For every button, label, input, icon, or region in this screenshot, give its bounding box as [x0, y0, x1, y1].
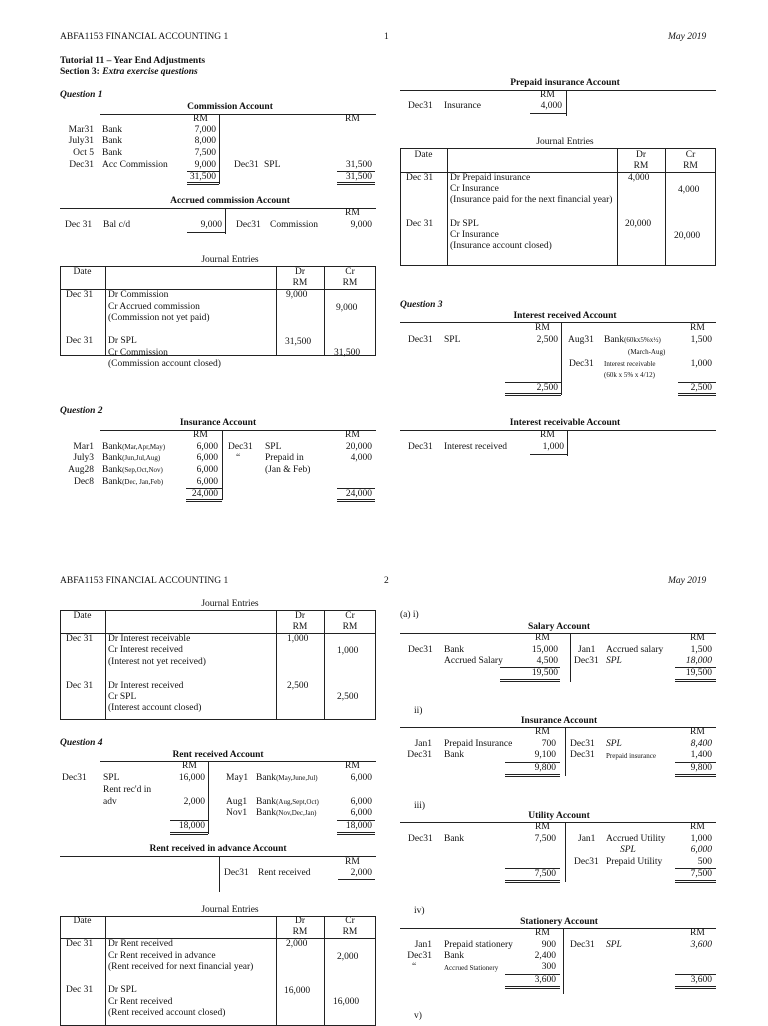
journal-cr: 4,000: [678, 185, 700, 195]
section-label: Section 3:: [60, 67, 100, 77]
entry-desc: SPL: [444, 335, 461, 345]
t-account-title: Commission Account: [187, 102, 273, 112]
entry-desc: Bank(May,June,Jul): [256, 773, 318, 783]
col-cr-header: Cr: [345, 916, 355, 926]
entry-amount: 1,400: [690, 750, 712, 760]
rm-label: RM: [193, 430, 208, 440]
journal-date: Dec 31: [66, 336, 94, 346]
entry-note: (March-Aug): [628, 348, 666, 356]
entry-date: Dec31: [570, 750, 595, 760]
col-rm-header: RM: [292, 622, 308, 632]
col-dr-header: Dr: [294, 916, 306, 926]
entry-amount: 6,000: [196, 442, 218, 452]
entry-date: Dec31: [570, 739, 595, 749]
entry-amount: 4,000: [540, 101, 562, 111]
total-amount: 2,500: [690, 383, 712, 393]
entry-amount: 2,000: [183, 797, 205, 807]
part-iv-label: iv): [414, 906, 425, 916]
total-amount: 9,800: [690, 763, 712, 773]
entry-desc: SPL: [265, 442, 282, 452]
journal-line: Dr Rent received: [108, 939, 173, 949]
col-date-header: Date: [73, 611, 92, 621]
col-rm-header: RM: [292, 927, 308, 937]
entry-amount: 6,000: [690, 845, 712, 855]
journal-line: (Interest not yet received): [108, 657, 206, 667]
rm-label: RM: [535, 727, 550, 737]
entry-date: Dec 31: [65, 220, 93, 230]
entry-amount: 1,500: [690, 645, 712, 655]
entry-desc: Prepaid insurance: [606, 752, 656, 760]
col-date-header: Date: [73, 267, 92, 277]
col-dr-header: Dr: [294, 611, 306, 621]
col-cr-header: Cr: [685, 150, 696, 160]
col-date-header: Date: [73, 916, 92, 926]
journal-cr: 2,000: [337, 952, 359, 962]
entry-desc: Accrued salary: [606, 645, 664, 655]
entry-date: Dec31: [408, 335, 433, 345]
rm-label: RM: [690, 323, 705, 333]
entry-date: Dec31: [62, 773, 87, 783]
entry-desc: Bank(Nov,Dec,Jan): [256, 808, 317, 818]
entry-date: Dec31: [408, 442, 433, 452]
entry-amount: 1,000: [542, 442, 564, 452]
total-amount: 18,000: [345, 821, 372, 831]
page-number: 1: [384, 32, 389, 42]
journal-line: Dr Interest receivable: [108, 634, 191, 644]
entry-desc: Bank(Dec, Jan,Feb): [102, 477, 164, 487]
col-date-header: Date: [414, 150, 433, 160]
journal-line: Cr Insurance: [450, 184, 499, 194]
entry-desc: SPL: [103, 773, 120, 783]
entry-date: Jan1: [414, 739, 432, 749]
journal-dr: 31,500: [285, 337, 312, 347]
section-subtitle: Extra exercise questions: [102, 67, 198, 77]
entry-amount: 300: [541, 962, 556, 972]
t-account-title: Insurance Account: [520, 716, 598, 726]
journal-title: Journal Entries: [201, 905, 259, 915]
journal-date: Dec 31: [406, 219, 434, 229]
rm-label: RM: [535, 633, 550, 643]
entry-desc: Accrued Utility: [606, 834, 666, 844]
rm-label: RM: [182, 761, 197, 771]
rm-label: RM: [540, 430, 555, 440]
journal-cr: 2,500: [337, 692, 359, 702]
entry-date: Jan1: [414, 940, 432, 950]
entry-desc: Bank(Mar,Apr,May): [102, 442, 166, 452]
rm-label: RM: [690, 633, 705, 643]
rm-label: RM: [690, 822, 705, 832]
entry-desc: adv: [103, 797, 117, 807]
journal-line: (Insurance account closed): [450, 241, 552, 251]
rm-label: RM: [345, 208, 360, 218]
entry-desc: Bank(Sep,Oct,Nov): [102, 465, 163, 475]
t-account-title: Rent received in advance Account: [149, 844, 287, 854]
question-2-heading: Question 2: [60, 406, 103, 416]
entry-note: (60k x 5% x 4/12): [604, 371, 655, 379]
entry-desc: Accrued Salary: [444, 656, 503, 666]
col-cr-header: Cr: [345, 267, 355, 277]
header-date: May 2019: [668, 576, 707, 586]
entry-desc: Rent rec'd in: [103, 785, 152, 795]
entry-date: Jan1: [578, 834, 596, 844]
journal-dr: 16,000: [284, 986, 311, 996]
journal-title: Journal Entries: [201, 255, 259, 265]
rm-label: RM: [535, 323, 550, 333]
entry-amount: 8,400: [690, 739, 712, 749]
col-rm-header: RM: [342, 278, 358, 288]
entry-desc: Bal c/d: [103, 220, 131, 230]
total-amount: 9,800: [534, 763, 556, 773]
entry-date: Mar1: [73, 442, 94, 452]
journal-date: Dec 31: [66, 681, 94, 691]
entry-amount: 4,000: [350, 453, 372, 463]
entry-amount: 9,100: [534, 750, 556, 760]
journal-dr: 20,000: [625, 219, 652, 229]
rm-label: RM: [345, 857, 360, 867]
journal-title: Journal Entries: [536, 137, 594, 147]
col-dr-header: Dr: [635, 150, 647, 160]
col-rm-header: RM: [342, 622, 358, 632]
journal-cr: 20,000: [674, 231, 701, 241]
entry-amount: 3,600: [690, 940, 712, 950]
journal-line: Cr Commission: [108, 348, 168, 358]
question-4-heading: Question 4: [60, 738, 103, 748]
entry-amount: 700: [541, 739, 556, 749]
entry-amount: 2,000: [350, 868, 372, 878]
journal-line: Cr Interest received: [108, 645, 183, 655]
journal-cr: 9,000: [336, 303, 358, 313]
entry-date: Aug31: [568, 335, 594, 345]
journal-line: (Insurance paid for the next financial year): [450, 195, 613, 205]
entry-amount: 2,400: [534, 951, 556, 961]
ditto-mark: “: [412, 962, 417, 972]
journal-line: Dr SPL: [450, 219, 479, 229]
entry-desc: Bank: [102, 136, 123, 146]
total-amount: 31,500: [345, 172, 372, 182]
entry-desc: SPL: [606, 940, 622, 950]
total-amount: 2,500: [536, 383, 558, 393]
entry-amount: 900: [541, 940, 556, 950]
entry-desc: SPL: [264, 160, 281, 170]
entry-amount: 9,000: [350, 220, 372, 230]
question-1-heading: Question 1: [60, 90, 103, 100]
col-rm-header: RM: [342, 927, 358, 937]
journal-date: Dec 31: [66, 985, 94, 995]
entry-date: Dec31: [224, 868, 249, 878]
entry-date: Dec31: [228, 442, 253, 452]
entry-amount: 1,000: [690, 359, 712, 369]
journal-dr: 1,000: [287, 634, 309, 644]
journal-title: Journal Entries: [201, 599, 259, 609]
rm-label: RM: [345, 114, 360, 124]
entry-desc: Bank: [444, 645, 465, 655]
entry-desc: (Jan & Feb): [265, 465, 311, 475]
entry-amount: 6,000: [196, 477, 218, 487]
col-rm-header: RM: [683, 161, 698, 171]
entry-date: Dec31: [408, 834, 433, 844]
journal-date: Dec 31: [66, 939, 94, 949]
entry-desc: Bank: [444, 951, 465, 961]
entry-date: Dec31: [574, 656, 599, 666]
total-amount: 24,000: [345, 489, 372, 499]
part-v-label: v): [414, 1011, 422, 1021]
journal-line: Dr Interest received: [108, 681, 184, 691]
journal-line: Cr Rent received in advance: [108, 951, 216, 961]
rm-label: RM: [535, 928, 550, 938]
entry-desc: Prepaid stationery: [444, 940, 513, 950]
total-amount: 7,500: [690, 869, 712, 879]
entry-desc: Bank: [444, 834, 465, 844]
entry-desc: Rent received: [258, 868, 311, 878]
entry-date: Aug28: [68, 465, 94, 475]
tutorial-title: Tutorial 11 – Year End Adjustments: [60, 56, 206, 66]
entry-amount: 2,500: [536, 335, 558, 345]
entry-amount: 31,500: [345, 160, 372, 170]
entry-amount: 6,000: [196, 465, 218, 475]
col-dr-header: Dr: [294, 267, 306, 277]
entry-date: Oct 5: [73, 148, 94, 158]
entry-amount: 15,000: [531, 645, 558, 655]
entry-date: Dec8: [73, 477, 94, 487]
entry-date: Dec31: [569, 359, 594, 369]
rm-label: RM: [193, 114, 208, 124]
header-date: May 2019: [668, 32, 707, 42]
col-rm-header: RM: [292, 278, 308, 288]
journal-cr: 1,000: [337, 646, 359, 656]
section-line: [60, 67, 198, 78]
entry-date: Dec31: [407, 750, 432, 760]
journal-line: Cr Accrued commission: [108, 302, 200, 312]
entry-desc: Bank(60kx5%x½): [604, 335, 661, 345]
entry-date: Dec31: [407, 951, 432, 961]
part-a-label: (a) i): [400, 610, 419, 620]
t-account-title: Accrued commission Account: [170, 196, 290, 206]
entry-amount: 7,500: [534, 834, 556, 844]
entry-date: Mar31: [68, 125, 94, 135]
entry-date: Nov1: [226, 808, 248, 818]
rm-label: RM: [345, 761, 360, 771]
journal-date: Dec 31: [66, 634, 94, 644]
course-header: ABFA1153 FINANCIAL ACCOUNTING 1: [60, 32, 229, 42]
t-account-title: Salary Account: [527, 622, 590, 632]
course-header: ABFA1153 FINANCIAL ACCOUNTING 1: [60, 576, 229, 586]
entry-date: May1: [226, 773, 249, 783]
total-amount: 18,000: [178, 821, 205, 831]
entry-desc: Prepaid Insurance: [444, 739, 513, 749]
entry-desc: SPL: [620, 845, 636, 855]
entry-desc: Bank: [444, 750, 465, 760]
col-cr-header: Cr: [345, 611, 355, 621]
journal-line: (Rent received for next financial year): [108, 962, 254, 972]
entry-amount: 7,000: [194, 125, 216, 135]
entry-amount: 9,000: [200, 220, 222, 230]
entry-date: July3: [73, 453, 94, 463]
entry-desc: SPL: [606, 656, 622, 666]
entry-desc: Commission: [270, 220, 319, 230]
journal-dr: 9,000: [286, 290, 308, 300]
journal-line: Cr SPL: [108, 692, 137, 702]
entry-desc: Insurance: [444, 101, 481, 111]
part-ii-label: ii): [414, 706, 423, 716]
entry-amount: 500: [697, 857, 712, 867]
journal-cr: 31,500: [334, 348, 361, 358]
journal-line: (Interest account closed): [108, 703, 202, 713]
t-account-title: Utility Account: [528, 811, 590, 821]
entry-amount: 4,500: [536, 656, 558, 666]
entry-date: Dec31: [234, 160, 259, 170]
rm-label: RM: [345, 430, 360, 440]
entry-date: Dec31: [574, 857, 599, 867]
question-3-heading: Question 3: [400, 300, 443, 310]
journal-date: Dec 31: [66, 290, 94, 300]
entry-desc: Prepaid Utility: [606, 857, 663, 867]
entry-amount: 9,000: [194, 160, 216, 170]
entry-desc: Bank: [102, 148, 123, 158]
page-number: 2: [384, 576, 389, 586]
entry-amount: 18,000: [685, 656, 712, 666]
t-account-title: Insurance Account: [179, 418, 257, 428]
entry-desc: Acc Commission: [102, 160, 168, 170]
entry-desc: Interest receivable: [604, 360, 656, 368]
t-account-title: Rent received Account: [172, 750, 264, 760]
total-amount: 31,500: [189, 172, 216, 182]
entry-desc: SPL: [606, 739, 622, 749]
journal-line: Dr Commission: [108, 290, 169, 300]
entry-desc: Bank: [102, 125, 123, 135]
t-account-title: Stationery Account: [520, 917, 598, 927]
total-amount: 19,500: [685, 668, 712, 678]
entry-date: Aug1: [226, 797, 248, 807]
journal-line: Dr SPL: [108, 336, 137, 346]
journal-line: (Commission account closed): [108, 359, 221, 369]
total-amount: 3,600: [690, 975, 712, 985]
journal-line: Dr SPL: [108, 985, 137, 995]
journal-line: (Rent received account closed): [108, 1008, 226, 1018]
entry-desc: Accrued Stationery: [444, 964, 499, 972]
entry-amount: 7,500: [194, 148, 216, 158]
entry-amount: 8,000: [194, 136, 216, 146]
t-account-title: Interest receivable Account: [509, 418, 621, 428]
ditto-mark: “: [236, 453, 241, 463]
entry-amount: 20,000: [345, 442, 372, 452]
entry-date: Dec31: [69, 160, 94, 170]
entry-amount: 6,000: [350, 773, 372, 783]
entry-date: Jan1: [578, 645, 596, 655]
t-account-title: Prepaid insurance Account: [510, 78, 620, 88]
journal-dr: 2,000: [286, 939, 308, 949]
journal-line: Cr Insurance: [450, 230, 499, 240]
entry-date: July31: [68, 136, 94, 146]
col-rm-header: RM: [633, 161, 649, 171]
entry-date: Dec31: [408, 101, 433, 111]
entry-desc: Interest received: [444, 442, 508, 452]
journal-dr: 2,500: [287, 681, 309, 691]
journal-dr: 4,000: [628, 173, 650, 183]
entry-date: Dec31: [236, 220, 261, 230]
entry-desc: Bank(Aug,Sept,Oct): [256, 797, 319, 807]
journal-date: Dec 31: [406, 173, 434, 183]
total-amount: 19,500: [531, 668, 558, 678]
entry-date: Dec31: [408, 645, 433, 655]
t-account-title: Interest received Account: [513, 311, 617, 321]
part-iii-label: iii): [414, 801, 426, 811]
total-amount: 7,500: [534, 869, 556, 879]
entry-desc: Bank(Jun,Jul,Aug): [102, 453, 161, 463]
entry-amount: 6,000: [350, 797, 372, 807]
rm-label: RM: [690, 928, 705, 938]
entry-amount: 1,000: [690, 834, 712, 844]
entry-amount: 6,000: [196, 453, 218, 463]
journal-line: (Commission not yet paid): [108, 313, 210, 323]
entry-amount: 6,000: [350, 808, 372, 818]
rm-label: RM: [540, 90, 555, 100]
total-amount: 24,000: [191, 489, 218, 499]
entry-amount: 1,500: [690, 335, 712, 345]
entry-date: Dec31: [570, 940, 595, 950]
journal-line: Dr Prepaid insurance: [450, 173, 531, 183]
entry-amount: 16,000: [178, 773, 205, 783]
journal-line: Cr Rent received: [108, 997, 173, 1007]
entry-desc: Prepaid in: [265, 453, 304, 463]
rm-label: RM: [535, 822, 550, 832]
rm-label: RM: [690, 727, 705, 737]
total-amount: 3,600: [534, 975, 556, 985]
journal-cr: 16,000: [333, 997, 360, 1007]
